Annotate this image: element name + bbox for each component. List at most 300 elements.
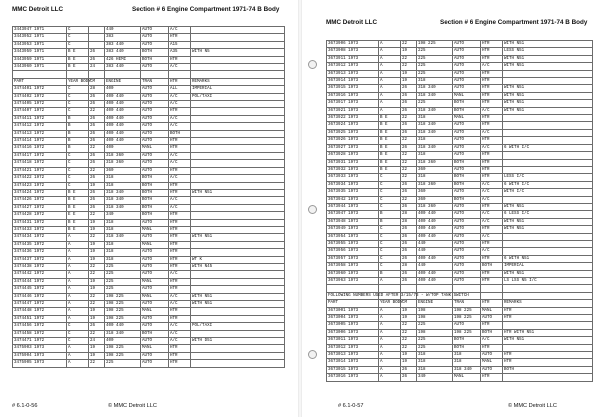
table-cell: A [379, 48, 401, 55]
table-cell: 318 340 [417, 129, 453, 136]
table-cell: C [379, 233, 401, 240]
table-cell: 3475904 1973 [13, 352, 67, 359]
table-cell: A [379, 70, 401, 77]
table-cell [503, 292, 593, 299]
table-cell: 19 [89, 286, 105, 293]
table-cell: 3673921 1973 [327, 107, 379, 114]
table-cell: A/C [169, 123, 191, 130]
table-cell: 3474445 1972 [13, 286, 67, 293]
table-cell: A [379, 63, 401, 70]
table-cell: TRAN [453, 300, 481, 307]
table-cell: 26 [89, 115, 105, 122]
table-cell: 3474451 1972 [13, 315, 67, 322]
table-cell: 383 [105, 34, 141, 41]
table-cell [401, 285, 417, 292]
table-cell: B [379, 270, 401, 277]
table-cell: WITH N51 [503, 41, 593, 48]
table-cell: AUTO [453, 85, 481, 92]
table-row [13, 138, 285, 145]
table-cell: 3443947 1971 [13, 27, 67, 34]
table-cell: 426 HEMI [105, 56, 141, 63]
table-cell: B [67, 138, 89, 145]
table-row [327, 41, 593, 48]
table-cell: B E [379, 137, 401, 144]
table-cell [503, 322, 593, 329]
table-cell: BOTH [453, 100, 481, 107]
table-cell: 19 [401, 352, 417, 359]
table-row [13, 249, 285, 256]
table-cell [191, 330, 285, 337]
table-row [327, 78, 593, 85]
table-cell: HTR [481, 115, 503, 122]
table-cell [191, 123, 285, 130]
table-cell: HTR [169, 219, 191, 226]
table-cell: A [67, 286, 89, 293]
table-row [327, 122, 593, 129]
table-row [13, 115, 285, 122]
table-cell: AUTO [141, 41, 169, 48]
table-cell: 3474413 1972 [13, 130, 67, 137]
table-cell: 198 225 [105, 345, 141, 352]
table-cell: HTR [169, 56, 191, 63]
table-cell: 26 [401, 203, 417, 210]
table-cell: 318 [105, 182, 141, 189]
table-cell: AUTO [141, 123, 169, 130]
table-cell: HTR [481, 174, 503, 181]
table-row [13, 352, 285, 359]
table-row [13, 278, 285, 285]
table-cell: C [67, 160, 89, 167]
table-cell: 22 [89, 271, 105, 278]
table-cell: B E [379, 144, 401, 151]
table-cell: 26 [401, 233, 417, 240]
table-cell [191, 152, 285, 159]
table-cell: A/C [169, 115, 191, 122]
table-cell: 318 340 [417, 85, 453, 92]
table-cell: A/C [481, 196, 503, 203]
table-cell: B E [379, 152, 401, 159]
table-row [327, 359, 593, 366]
table-cell: 360 [417, 196, 453, 203]
table-cell: HTR [503, 352, 593, 359]
table-cell: 318 [453, 359, 481, 366]
table-row [327, 292, 593, 299]
table-row [13, 204, 285, 211]
table-row [13, 49, 285, 56]
table-row [327, 255, 593, 262]
table-cell: HTR [169, 315, 191, 322]
table-cell: 3673928 1973 [327, 152, 379, 159]
table-cell [503, 115, 593, 122]
table-row [13, 330, 285, 337]
table-cell [503, 344, 593, 351]
table-cell: 22 [89, 234, 105, 241]
table-row [327, 315, 593, 322]
table-cell: HTR [169, 286, 191, 293]
table-cell: AUTO [141, 108, 169, 115]
table-cell: WITH N51 [191, 189, 285, 196]
table-cell: 225 [417, 100, 453, 107]
table-cell: 400 440 [105, 101, 141, 108]
table-cell: BOTH [453, 174, 481, 181]
table-cell: HTR [169, 278, 191, 285]
table-cell: A [67, 293, 89, 300]
table-cell: B [67, 123, 89, 130]
table-cell [191, 145, 285, 152]
table-row [13, 197, 285, 204]
table-cell: MANL [453, 115, 481, 122]
table-cell: HTR [481, 55, 503, 62]
table-cell: 225 [417, 48, 453, 55]
table-cell: 22 [89, 301, 105, 308]
table-cell: A/C [169, 160, 191, 167]
table-cell [13, 71, 67, 78]
table-cell: HTR [481, 92, 503, 99]
table-cell: 3474434 1972 [13, 234, 67, 241]
table-cell: 400 440 [105, 93, 141, 100]
table-cell: 19 [401, 48, 417, 55]
table-cell: 3673912 1973 [327, 63, 379, 70]
table-cell: WITH I/C [503, 189, 593, 196]
table-cell: AUTO [453, 203, 481, 210]
table-row [327, 218, 593, 225]
table-cell: HTR [169, 263, 191, 270]
table-cell: AUTO [453, 248, 481, 255]
table-cell: 383 440 [105, 64, 141, 71]
table-cell: AUTO [141, 338, 169, 345]
table-cell: B E [67, 226, 89, 233]
table-cell: A/C [169, 338, 191, 345]
table-cell: 3443960 1971 [13, 64, 67, 71]
table-cell: 3673924 1973 [327, 122, 379, 129]
table-cell: A/C [169, 175, 191, 182]
table-row [327, 100, 593, 107]
table-cell: A/C [169, 152, 191, 159]
table-row [327, 263, 593, 270]
table-cell: A/C [481, 248, 503, 255]
page-number: # 6.1-0-57 [338, 403, 364, 409]
table-cell: B [67, 130, 89, 137]
table-cell: AUTO [141, 167, 169, 174]
company-name: MMC Detroit LLC [326, 19, 378, 26]
table-cell: MANL [481, 359, 503, 366]
table-cell: 28 [89, 86, 105, 93]
table-row [13, 152, 285, 159]
table-cell: BOTH [141, 182, 169, 189]
table-cell [503, 285, 593, 292]
table-row [13, 256, 285, 263]
table-cell: 26 [89, 197, 105, 204]
table-cell: 3673942 1973 [327, 196, 379, 203]
right-page [304, 0, 600, 417]
table-cell: AUTO [453, 255, 481, 262]
table-cell [503, 240, 593, 247]
table-cell: HTR [481, 122, 503, 129]
table-cell: HTR [169, 226, 191, 233]
table-cell: 3474412 1972 [13, 123, 67, 130]
table-cell: HTR [481, 137, 503, 144]
table-cell: 3474405 1972 [13, 101, 67, 108]
table-cell: 26 [401, 189, 417, 196]
table-cell: 318 340 [105, 330, 141, 337]
table-cell: AUTO [141, 271, 169, 278]
table-cell: HTR [169, 167, 191, 174]
table-cell: IMPERIAL [191, 86, 285, 93]
table-row [327, 129, 593, 136]
table-cell: A/C [169, 197, 191, 204]
table-cell: 360 [417, 166, 453, 173]
table-cell: A35 [169, 49, 191, 56]
table-cell [191, 226, 285, 233]
table-cell: 318 [105, 249, 141, 256]
table-cell: 19 [89, 308, 105, 315]
table-cell: A/C [169, 293, 191, 300]
table-cell: AUTO [141, 152, 169, 159]
table-cell [191, 41, 285, 48]
table-cell: 19 [89, 182, 105, 189]
table-cell: 198 225 [453, 329, 481, 336]
table-cell [503, 152, 593, 159]
table-cell: B E [67, 49, 89, 56]
table-cell [327, 285, 379, 292]
table-cell [503, 159, 593, 166]
table-cell: WITH N51 [503, 203, 593, 210]
table-cell [191, 212, 285, 219]
table-cell: C [379, 196, 401, 203]
table-cell [191, 219, 285, 226]
table-cell [191, 197, 285, 204]
table-cell: 3443952 1971 [13, 34, 67, 41]
table-cell: A [67, 249, 89, 256]
table-row [13, 123, 285, 130]
table-cell: 3673955 1973 [327, 240, 379, 247]
table-cell: A [67, 271, 89, 278]
table-row [13, 189, 285, 196]
table-cell: 3673933 1973 [327, 174, 379, 181]
table-cell: 22 [89, 167, 105, 174]
table-cell: A [379, 322, 401, 329]
table-cell: AUTO [481, 352, 503, 359]
table-row [327, 144, 593, 151]
table-cell: A/C [169, 64, 191, 71]
table-cell: 3474446 1972 [13, 293, 67, 300]
table-row [13, 130, 285, 137]
table-cell: MANL [453, 374, 481, 381]
table-cell: 198 [417, 307, 453, 314]
table-cell [191, 241, 285, 248]
table-cell: TRAN [141, 78, 169, 85]
table-row [327, 166, 593, 173]
table-cell: 440 [105, 27, 141, 34]
table-cell: 3673001 1973 [327, 307, 379, 314]
table-cell: 19 [89, 226, 105, 233]
table-cell: 26 [89, 175, 105, 182]
table-cell: 22 [401, 41, 417, 48]
table-cell: 318 [417, 137, 453, 144]
table-cell: 3673956 1973 [327, 248, 379, 255]
table-cell: 26 [89, 138, 105, 145]
table-cell: 19 [401, 78, 417, 85]
table-cell: A [379, 78, 401, 85]
table-cell [105, 71, 141, 78]
table-cell [191, 160, 285, 167]
table-cell: A [379, 344, 401, 351]
table-cell: BOTH [141, 49, 169, 56]
table-cell: WITH N51 [503, 270, 593, 277]
table-cell: 26 [401, 107, 417, 114]
table-cell: FOLLOWING NUMBERS USED AFTER 3/15/73 - W/TOP TANK SWITCH [328, 293, 469, 298]
table-cell: 26 [401, 85, 417, 92]
table-cell: 3474427 1972 [13, 204, 67, 211]
table-row [13, 360, 285, 367]
table-cell: 3474431 1972 [13, 219, 67, 226]
table-cell: REMARKS [503, 300, 593, 307]
table-cell: 3474411 1972 [13, 115, 67, 122]
table-cell [503, 196, 593, 203]
table-cell: WT K [191, 256, 285, 263]
table-cell: 400 440 [417, 278, 453, 285]
table-row [327, 307, 593, 314]
table-cell: WITH N51 [503, 226, 593, 233]
table-cell: C [67, 323, 89, 330]
table-cell: 400 440 [105, 138, 141, 145]
table-cell: B E [67, 189, 89, 196]
table-cell: 318 340 [453, 366, 481, 373]
table-cell: MANL [141, 293, 169, 300]
table-cell: AUTO [141, 301, 169, 308]
table-cell: 19 [401, 70, 417, 77]
table-cell: AUTO [453, 189, 481, 196]
table-row [327, 107, 593, 114]
table-cell: BOTH [453, 181, 481, 188]
table-cell: B [379, 211, 401, 218]
table-cell: 3474407 1972 [13, 108, 67, 115]
table-row [13, 301, 285, 308]
table-cell: 26 [401, 100, 417, 107]
table-cell: 22 [401, 196, 417, 203]
table-cell: A/C [481, 337, 503, 344]
table-cell [191, 71, 285, 78]
table-cell: WITH N51 [503, 63, 593, 70]
table-cell: 24 [89, 64, 105, 71]
table-cell: WITH N51 [503, 337, 593, 344]
table-cell: 3673926 1973 [327, 137, 379, 144]
table-cell: 360 [105, 167, 141, 174]
table-cell: 3474438 1972 [13, 263, 67, 270]
table-cell: C [379, 189, 401, 196]
table-cell: B E [67, 219, 89, 226]
table-cell: 3673006 1973 [327, 329, 379, 336]
table-cell: AUTO [453, 129, 481, 136]
table-cell: 400 [105, 338, 141, 345]
table-cell: 3673934 1973 [327, 181, 379, 188]
table-cell: A [379, 278, 401, 285]
table-cell: 198 225 [453, 307, 481, 314]
table-cell: HTR [481, 166, 503, 173]
table-row [327, 337, 593, 344]
table-cell: 383 440 [105, 49, 141, 56]
table-cell: 400 440 [105, 323, 141, 330]
table-cell: 19 [89, 345, 105, 352]
table-cell [191, 130, 285, 137]
table-cell [503, 374, 593, 381]
table-cell: A [379, 337, 401, 344]
table-cell: AUTO [481, 315, 503, 322]
table-cell: 22 [401, 159, 417, 166]
table-cell: 26 [89, 56, 105, 63]
table-cell: A [67, 345, 89, 352]
table-cell: 28 [401, 218, 417, 225]
table-cell [191, 345, 285, 352]
table-row [13, 286, 285, 293]
table-cell: A [379, 107, 401, 114]
table-cell: HTR [169, 189, 191, 196]
table-cell: WITH N51 [503, 107, 593, 114]
table-cell: 28 [401, 263, 417, 270]
table-cell [191, 249, 285, 256]
table-cell: WITH N5 [191, 49, 285, 56]
table-cell: 3673935 1973 [327, 189, 379, 196]
table-cell: 3673908 1973 [327, 48, 379, 55]
table-cell: 26 [401, 270, 417, 277]
table-cell: B E [379, 129, 401, 136]
table-cell: REMARKS [191, 78, 285, 85]
table-cell: 225 [105, 286, 141, 293]
table-cell: 225 [417, 55, 453, 62]
table-cell: POL/TAXI [191, 323, 285, 330]
table-cell: 3474401 1972 [13, 86, 67, 93]
copyright: © MMC Detroit LLC [108, 403, 157, 409]
table-cell: AUTO [141, 27, 169, 34]
table-cell: 22 [89, 145, 105, 152]
table-cell: A [379, 55, 401, 62]
table-cell [191, 352, 285, 359]
table-cell: 3474458 1972 [13, 330, 67, 337]
table-cell: 3673917 1973 [327, 100, 379, 107]
table-cell: HTR [481, 240, 503, 247]
table-cell: HTR [481, 159, 503, 166]
table-cell: AUTO [141, 86, 169, 93]
table-cell: 318 [105, 219, 141, 226]
table-cell: CM [89, 78, 105, 85]
table-cell [191, 27, 285, 34]
table-cell: AUTO [453, 322, 481, 329]
table-row [13, 323, 285, 330]
table-row [13, 34, 285, 41]
table-cell: 6 WITH I/C [503, 144, 593, 151]
table-cell: A15 [169, 41, 191, 48]
table-cell: 318 [105, 226, 141, 233]
table-cell: A [379, 366, 401, 373]
table-cell: 225 [417, 337, 453, 344]
table-cell: 3673958 1973 [327, 263, 379, 270]
table-cell: HTR [169, 212, 191, 219]
table-cell: 318 [417, 78, 453, 85]
table-cell: A [379, 41, 401, 48]
table-row [13, 41, 285, 48]
table-cell: BOTH [503, 366, 593, 373]
left-page [0, 0, 296, 417]
table-row [13, 78, 285, 85]
table-cell: BOTH [453, 344, 481, 351]
table-cell: 318 340 [417, 92, 453, 99]
table-cell: 318 340 [417, 107, 453, 114]
table-cell: 26 [89, 323, 105, 330]
table-cell: 3673932 1973 [327, 166, 379, 173]
table-cell: 3673906 1973 [327, 41, 379, 48]
table-row [13, 64, 285, 71]
table-cell: 3673922 1973 [327, 115, 379, 122]
